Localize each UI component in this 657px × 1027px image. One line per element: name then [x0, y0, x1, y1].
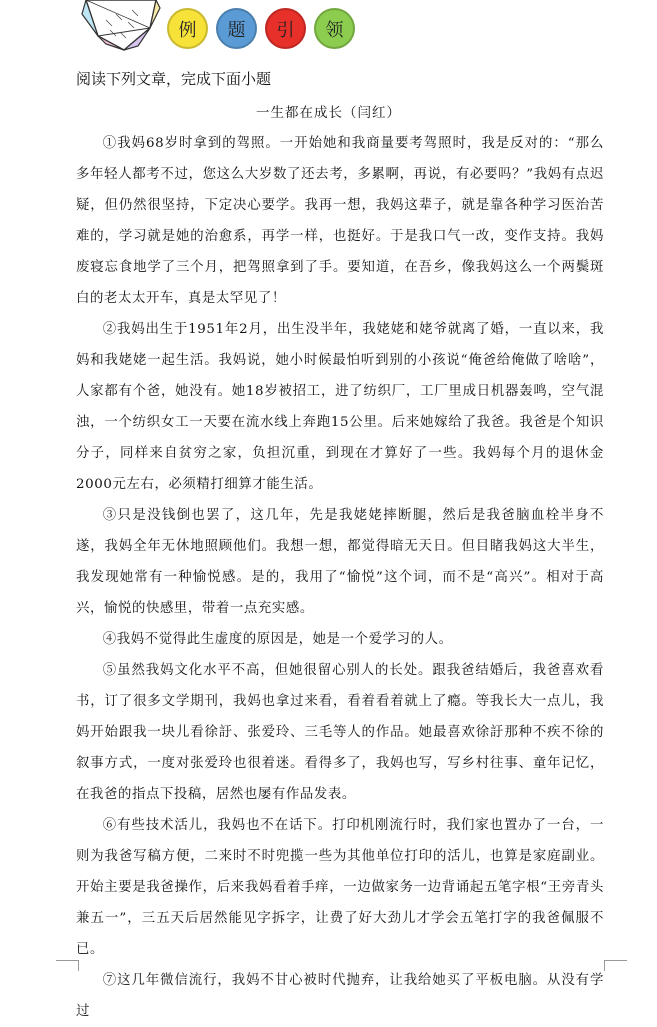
paragraph-6: ⑥有些技术活儿，我妈也不在话下。打印机刚流行时，我们家也置办了一台，一则为我爸写稿方便，二来时不时兜揽一些为其他单位打印的活儿，也算是家庭副业。开始主要是我爸操作，后来我妈看着手痒，一边做家务一边背诵起五笔字根“王旁青头兼五一”，三五天后居然能见字拆字，让费了好大劲儿才学会五笔打字的我爸佩服不已。	[76, 818, 604, 957]
guide-label: 引	[276, 19, 295, 41]
page-corner-mark-right	[604, 960, 627, 971]
page-corner-mark-left	[56, 960, 79, 971]
paragraph-7: ⑦这几年微信流行，我妈不甘心被时代抛弃，让我给她买了平板电脑。从没有学过	[76, 973, 604, 1019]
example-button[interactable]	[167, 8, 208, 49]
paragraph-1: ①我妈68岁时拿到的驾照。一开始她和我商量要考驾照时，我是反对的：“那么多年轻人都考不过，您这么大岁数了还去考，多累啊，再说，有必要吗？”我妈有点迟疑，但仍然很坚持，下定决心要学。我再一想，我妈这辈子，就是靠各种学习医治苦难的，学习就是她的治愈系，再学一样，也挺好。于是我口气一改，变作支持。我妈废寝忘食地学了三个月，把驾照拿到了手。要知道，在吾乡，像我妈这么一个两鬓斑白的老太太开车，真是太罕见了！	[76, 136, 604, 306]
header-buttons	[167, 8, 355, 49]
example-label: 例	[178, 19, 197, 41]
polyhedron-illustration	[76, 0, 166, 52]
lead-label: 领	[325, 19, 344, 41]
instruction-text: 阅读下列文章，完成下面小题	[76, 70, 272, 88]
guide-button[interactable]	[265, 8, 306, 49]
paragraph-2: ②我妈出生于1951年2月，出生没半年，我姥姥和姥爷就离了婚，一直以来，我妈和我姥姥一起生活。我妈说，她小时候最怕听到别的小孩说“俺爸给俺做了啥啥”，人家都有个爸，她没有。她18岁被招工，进了纺织厂，工厂里成日机器轰鸣，空气混浊，一个纺织女工一天要在流水线上奔跑15公里。后来她嫁给了我爸。我爸是个知识分子，同样来自贫穷之家，负担沉重，到现在才算好了一些。我妈每个月的退休金2000元左右，必须精打细算才能生活。	[76, 322, 604, 492]
lead-button[interactable]	[314, 8, 355, 49]
paragraph-4: ④我妈不觉得此生虚度的原因是，她是一个爱学习的人。	[102, 632, 453, 647]
article-body	[76, 128, 604, 1027]
article-title: 一生都在成长（闫红）	[256, 105, 401, 121]
paragraph-5: ⑤虽然我妈文化水平不高，但她很留心别人的长处。跟我爸结婚后，我爸喜欢看书，订了很多文学期刊，我妈也拿过来看，看着看着就上了瘾。等我长大一点儿，我妈开始跟我一块儿看徐訏、张爱玲、三毛等人的作品。她最喜欢徐訏那种不疾不徐的叙事方式，一度对张爱玲也很着迷。看得多了，我妈也写，写乡村往事、童年记忆，在我爸的指点下投稿，居然也屡有作品发表。	[76, 663, 604, 802]
paragraph-3: ③只是没钱倒也罢了，这几年，先是我姥姥摔断腿，然后是我爸脑血栓半身不遂，我妈全年无休地照顾他们。我想一想，都觉得暗无天日。但目睹我妈这大半生，我发现她常有一种愉悦感。是的，我用了“愉悦”这个词，而不是“高兴”。相对于高兴，愉悦的快感里，带着一点充实感。	[76, 508, 604, 616]
problem-button[interactable]	[216, 8, 257, 49]
problem-label: 题	[227, 19, 246, 41]
